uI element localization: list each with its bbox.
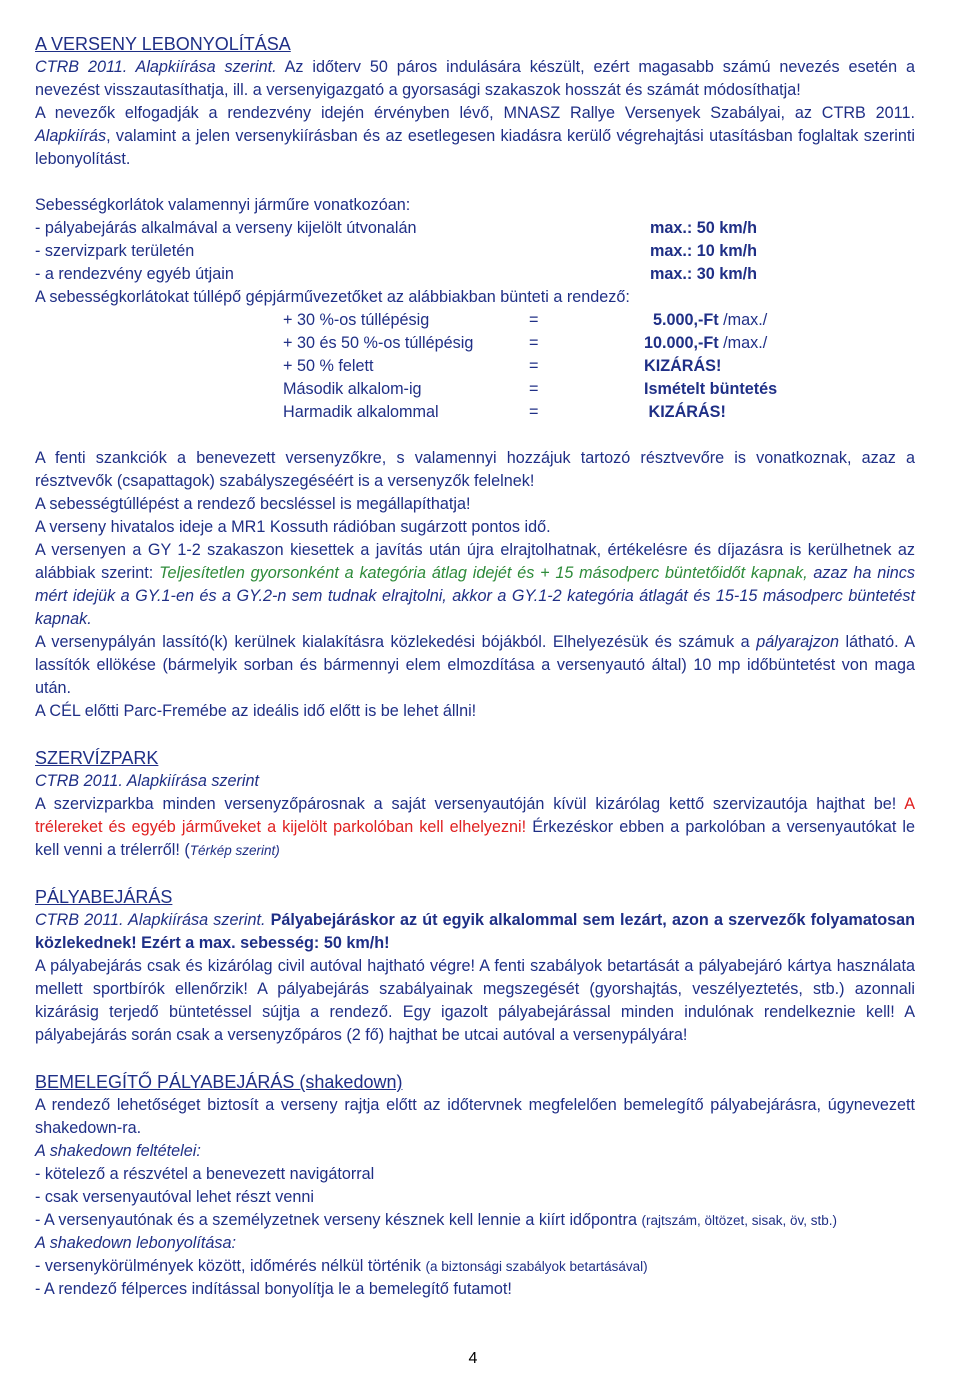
paragraph-shakedown-intro: A rendező lehetőséget biztosít a verseny rajtja előtt az időtervnek megfelelően bemelegítő pályabejárásra, úgynevezett shakedown-ra. [35,1096,915,1137]
list-item: - versenykörülmények között, időmérés nélkül történik (a biztonsági szabályok betartásával) [35,1257,648,1275]
section-heading-shakedown: BEMELEGÍTŐ PÁLYABEJÁRÁS (shakedown) [35,1072,403,1092]
paragraph-szervizpark: A szervizparkba minden versenyzőpárosnak a saját versenyautóján kívül kizárólag kettő szervizautója hajthat be! A trélereket és egyéb járműveket a kijelölt parkolóban kell elhelyezni! Érkezéskor ebben a parkolóban a versenyautókat le kell venni a trélerről! (Térkép szerint) [35,795,915,859]
speed-limits-intro: Sebességkorlátok valamennyi járműre vonatkozóan: [35,196,411,214]
speed-row: - szervizpark területén max.: 10 km/h [35,242,758,260]
paragraph-hivatalos-ido: A verseny hivatalos ideje a MR1 Kossuth rádióban sugárzott pontos idő. [35,518,551,536]
shakedown-conditions-title: A shakedown feltételei: [35,1142,201,1160]
shakedown-procedure-title: A shakedown lebonyolítása: [35,1234,236,1252]
szervizpark-subtitle: CTRB 2011. Alapkiírása szerint [35,772,260,790]
paragraph-palyabejaras-intro: CTRB 2011. Alapkiírása szerint. Pályabejáráskor az út egyik alkalommal sem lezárt, azon a szervezők folyamatosan közlekednek! Ezért a max. sebesség: 50 km/h! [35,911,916,952]
paragraph-idoterv: CTRB 2011. Alapkiírása szerint. Az időterv 50 páros indulására készült, ezért magasabb számú nevezés esetén a nevezést visszautasíthatja, ill. a versenyigazgató a gyorsasági szakaszok hosszát és számát módosíthatja! [35,58,915,99]
page-number: 4 [468,1350,478,1367]
paragraph-becsles: A sebességtúllépést a rendező becsléssel is megállapíthatja! [35,495,471,513]
speed-row: - a rendezvény egyéb útjain max.: 30 km/h [35,265,758,283]
paragraph-ujraindulas: A versenyen a GY 1-2 szakaszon kiesettek a javítás után újra elrajtolhatnak, értékelésre és díjazásra is kerülhetnek az alábbiak szerint: Teljesítetlen gyorsonként a kategória átlag idejét és + 15 másodperc büntetőidőt kapnak, azaz ha nincs mért idejük a GY.1-en és a GY.2-n sem tudnak elrajtolni, akkor a GY.1-2 kategória átlagát és 15-15 másodperc büntetést kapnak. [35,541,915,628]
paragraph-nevezok: A nevezők elfogadják a rendezvény idején érvényben lévő, MNASZ Rallye Versenyek Szabályai, az CTRB 2011. Alapkiírás, valamint a jelen versenykiírásban és az esetlegesen kiadásra kerülő végrehajtási utasításban foglaltak szerinti lebonyolítást. [35,104,915,168]
fine-row: + 30 és 50 %-os túllépésig = 10.000,-Ft /max./ [283,334,768,352]
list-item: - A versenyautónak és a személyzetnek verseny késznek kell lennie a kiírt időpontra (rajtszám, öltözet, sisak, öv, stb.) [35,1211,838,1229]
list-item: - kötelező a részvétel a benevezett navigátorral [35,1165,375,1183]
paragraph-lassitok: A versenypályán lassító(k) kerülnek kialakításra közlekedési bójákból. Elhelyezésük és számuk a pályarajzon látható. A lassítók ellökése (bármelyik sorban és bármennyi elem elmozdítása a versenyautó által) 10 mp időbüntetést von maga után. [35,633,915,697]
section-heading-szervizpark: SZERVÍZPARK [35,748,159,768]
fine-row: Harmadik alkalommal = KIZÁRÁS! [283,403,726,421]
fine-row: + 30 %-os túllépésig = 5.000,-Ft /max./ [283,311,768,329]
paragraph-palyabejaras-rules: A pályabejárás csak és kizárólag civil autóval hajtható végre! A fenti szabályok betartását a pályabejáró kártya használata mellett sportbírók ellenőrzik! A pályabejárás szabályainak megszegését (gyorshajtás, veszélyeztetés, stb.) azonnali kizárásig terjedő büntetéssel sújtja a rendező. Egy igazolt pályabejárással minden indulónak rendelkeznie kell! A pályabejárás során csak a versenyzőpáros (2 fő) hajthat be utcai autóval a versenypályára! [35,957,915,1044]
paragraph-parc-ferme: A CÉL előtti Parc-Fremébe az ideális idő előtt is be lehet állni! [35,702,477,720]
fine-row: Második alkalom-ig = Ismételt büntetés [283,380,778,398]
fine-row: + 50 % felett = KIZÁRÁS! [283,357,722,375]
section-heading-lebonyolitas: A VERSENY LEBONYOLÍTÁSA [35,34,291,54]
list-item: - csak versenyautóval lehet részt venni [35,1188,314,1206]
document-page [35,32,915,1301]
list-item: - A rendező félperces indítással bonyolítja le a bemelegítő futamot! [35,1280,512,1298]
penalty-intro: A sebességkorlátokat túllépő gépjárművezetőket az alábbiakban bünteti a rendező: [35,288,630,306]
section-heading-palyabejaras: PÁLYABEJÁRÁS [35,887,173,907]
paragraph-szankciok: A fenti szankciók a benevezett versenyzőkre, s valamennyi hozzájuk tartozó résztvevőre is vonatkoznak, azaz a résztvevők (csapattagok) szabályszegéséért is a versenyzők felelnek! [35,449,915,490]
speed-row: - pályabejárás alkalmával a verseny kijelölt útvonalán max.: 50 km/h [35,219,758,237]
